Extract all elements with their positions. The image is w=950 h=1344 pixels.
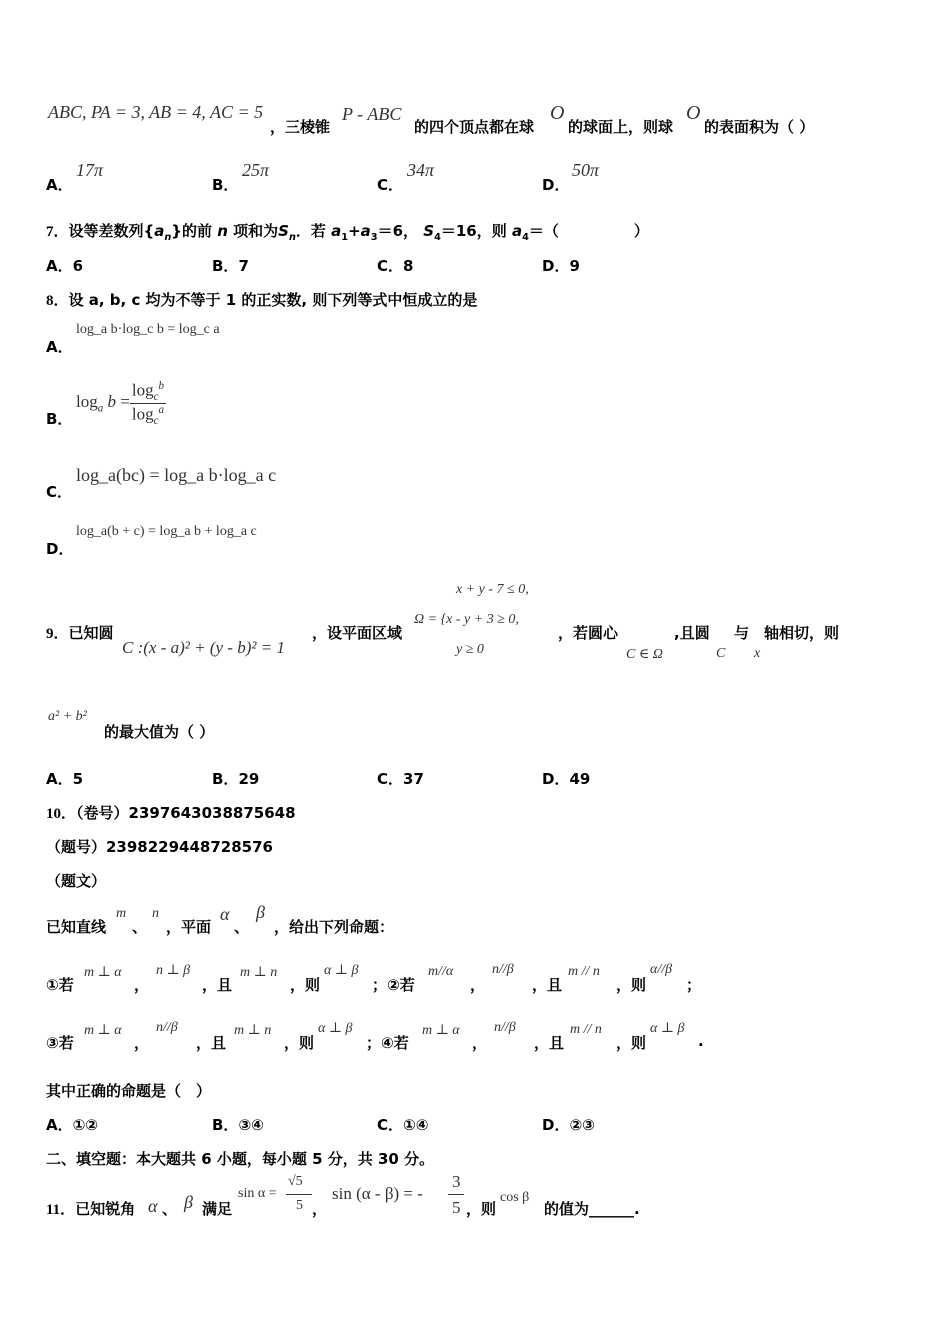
- q7-option-a-label: A．: [46, 257, 73, 275]
- q9-circle: C :(x - a)² + (y - b)² = 1: [122, 638, 285, 657]
- q9-text-6: 轴相切，则: [764, 624, 840, 642]
- q7-option-d[interactable]: [542, 255, 580, 276]
- q10-intro-a: 已知直线: [46, 918, 107, 936]
- q9-option-d[interactable]: [542, 768, 590, 789]
- q7-option-c-label: C．: [377, 257, 404, 275]
- q10-option-a-label: A．: [46, 1116, 73, 1134]
- q10-sep-2: 、: [234, 918, 250, 936]
- q11-text-1: [46, 1198, 135, 1219]
- q10-number: 10．: [46, 806, 77, 822]
- q11-sin-diff: sin (α - β) = -: [332, 1184, 423, 1203]
- q8-option-b-label: B．: [46, 410, 73, 428]
- q8-stem: [46, 289, 477, 310]
- q10-p1: ①若: [46, 976, 74, 994]
- q7-a1: a: [331, 222, 342, 240]
- q7-options: [46, 255, 846, 277]
- q6-option-c-label: C．: [377, 176, 404, 194]
- q10-r1-e3: m ⊥ n: [240, 965, 278, 980]
- q8-option-d-label: D．: [46, 540, 74, 558]
- q9-ask: [48, 705, 448, 741]
- q9-option-c-label: C．: [377, 770, 404, 788]
- q10-r2-then-2: ，则: [616, 1034, 647, 1052]
- q10-intro-c: ，给出下列命题：: [274, 918, 395, 936]
- q10-r1-semi: ；: [686, 976, 702, 994]
- q7-stem: [46, 220, 649, 243]
- q8-option-c-label: C．: [46, 483, 73, 501]
- q11-line: [46, 1172, 906, 1222]
- q9-option-b[interactable]: [212, 768, 259, 789]
- q7-text-g: ＝（ ）: [528, 222, 649, 240]
- q10-intro-b: ，平面: [166, 918, 212, 936]
- q10-r1-e4: α ⊥ β: [324, 963, 359, 978]
- q9-option-a[interactable]: [46, 768, 83, 789]
- q10-r2-e1: m ⊥ α: [84, 1023, 122, 1038]
- q7-n: n: [217, 222, 228, 240]
- q11-text-4: 的值为______.: [544, 1200, 640, 1218]
- q7-option-b-value: 7: [238, 257, 249, 275]
- q6-premise: ABC, PA = 3, AB = 4, AC = 5: [48, 102, 264, 122]
- q9-option-a-label: A．: [46, 770, 73, 788]
- q6-option-a-label: A．: [46, 176, 73, 194]
- q10-r1-e5: m//α: [428, 964, 454, 979]
- q10-sep-1: 、: [132, 918, 148, 936]
- q11-sqrt5: √5: [288, 1174, 303, 1189]
- q6-option-d-value: 50π: [572, 160, 600, 180]
- q8-option-b-formula: $\log_a b$ = $\frac{\log_c^b}{\log_c^a}$: [76, 380, 165, 428]
- q7-text-f: ＝16，则: [440, 222, 507, 240]
- q7-a4: a: [511, 222, 523, 240]
- q8-option-b[interactable]: [46, 380, 346, 440]
- q10-option-a[interactable]: [46, 1114, 98, 1135]
- q10-r1-and-2: ，且: [532, 976, 563, 994]
- q11-comma: ，: [312, 1200, 328, 1218]
- q9-region-row1: x + y - 7 ≤ 0,: [456, 582, 529, 597]
- q6-text-3: 的球面上，则球: [568, 118, 674, 136]
- q11-three: 3: [452, 1172, 461, 1191]
- q8-text: 设 a, b, c 均为不等于 1 的正实数, 则下列等式中恒成立的是: [68, 291, 478, 309]
- q7-option-d-value: 9: [569, 257, 580, 275]
- q9-option-c-value: 37: [403, 770, 424, 788]
- q11-cos-b: cos β: [500, 1190, 530, 1205]
- q7-text-c: 项和为: [233, 222, 279, 240]
- q9-option-b-label: B．: [212, 770, 239, 788]
- q7-plus: +: [348, 222, 361, 240]
- q7-a3: a: [360, 222, 371, 240]
- q6-sphere: O: [550, 102, 565, 124]
- q10-r2-e4: α ⊥ β: [318, 1021, 353, 1036]
- q7-option-c-value: 8: [403, 257, 414, 275]
- q11-frac-bar-2: [448, 1194, 464, 1195]
- q8-option-d[interactable]: [46, 522, 346, 562]
- q6-option-a-value: 17π: [76, 160, 104, 180]
- q7-text-e: ＝6，: [377, 222, 419, 240]
- q10-r2-comma: ，: [134, 1034, 150, 1052]
- q10-r2-e5: m ⊥ α: [422, 1023, 460, 1038]
- q7-option-a-value: 6: [72, 257, 84, 275]
- q10-options: [46, 1114, 846, 1136]
- q8-option-d-formula: log_a(b + c) = log_a b + log_a c: [76, 524, 257, 539]
- q10-m: m: [116, 906, 127, 921]
- q9-text-1-body: 已知圆: [68, 624, 114, 642]
- q10-option-a-value: ①②: [72, 1116, 99, 1134]
- q9-region-row2: Ω = {x - y + 3 ≥ 0,: [414, 612, 519, 627]
- q9-text-5: 与: [734, 624, 750, 642]
- q9-option-c[interactable]: [377, 768, 424, 789]
- q10-beta: β: [256, 902, 265, 922]
- q7-option-b[interactable]: [212, 255, 249, 276]
- q6-option-d-label: D．: [542, 176, 570, 194]
- q9-circle-c: C: [716, 646, 726, 661]
- q6-pyramid: P - ABC: [342, 104, 402, 124]
- q8-number: 8．: [46, 293, 69, 309]
- q11-sin-a: sin α =: [238, 1186, 277, 1201]
- q11-five-2: 5: [452, 1198, 461, 1217]
- q8-option-a-label: A．: [46, 338, 73, 356]
- q9-block: [46, 580, 906, 680]
- q10-r2-e2: n//β: [156, 1020, 178, 1035]
- q10-option-d[interactable]: [542, 1114, 595, 1135]
- q6-sphere-2: O: [686, 102, 701, 124]
- q11-alpha: α: [148, 1196, 158, 1216]
- section-heading: 二、填空题：本大题共 6 小题，每小题 5 分，共 30 分。: [46, 1150, 435, 1168]
- q7-text-a: 设等差数列{: [68, 222, 155, 240]
- q10-r2-then: ，则: [284, 1034, 315, 1052]
- q11-text-3: ，则: [466, 1200, 497, 1218]
- q10-r1-e7: m // n: [568, 964, 600, 979]
- q10-option-b-value: ③④: [238, 1116, 264, 1134]
- q9-text-1: [46, 622, 114, 643]
- q7-S4: S: [423, 222, 435, 240]
- q7-text-d: ．若: [295, 222, 326, 240]
- q10-option-c-value: ①④: [403, 1116, 429, 1134]
- q8-option-c-formula: log_a(bc) = log_a b·log_a c: [76, 465, 277, 485]
- q10-r1-comma: ，: [134, 976, 150, 994]
- q8-option-c[interactable]: [46, 465, 346, 505]
- q10-option-d-label: D．: [542, 1116, 570, 1134]
- q6-text-2: 的四个顶点都在球: [414, 118, 535, 136]
- q10-r2-comma-2: ，: [472, 1034, 488, 1052]
- q7-option-b-label: B．: [212, 257, 239, 275]
- q11-number: 11．: [46, 1202, 76, 1218]
- q10-option-c[interactable]: [377, 1114, 428, 1135]
- q8-option-a-formula: log_a b·log_c b = log_c a: [76, 322, 220, 337]
- q9-options: [46, 768, 846, 790]
- q10-option-d-value: ②③: [569, 1116, 595, 1134]
- q10-r2-e7: m // n: [570, 1022, 602, 1037]
- q9-text-7: 的最大值为（ ）: [104, 723, 215, 741]
- q10-n: n: [152, 906, 159, 921]
- q7-S4-sub: 4: [434, 232, 441, 243]
- q6-options: [46, 158, 846, 194]
- q9-axis-x: x: [754, 646, 761, 661]
- q9-number: 9．: [46, 626, 69, 642]
- q10-option-b[interactable]: [212, 1114, 264, 1135]
- q10-r1-e6: n//β: [492, 962, 514, 977]
- q7-option-c[interactable]: [377, 255, 413, 276]
- q10-r1-and: ，且: [202, 976, 233, 994]
- q10-r2-period: .: [698, 1032, 704, 1050]
- q10-r1-e8: α//β: [650, 962, 673, 977]
- q11-frac-bar: [286, 1194, 312, 1195]
- q10-r1-then-2: ，则: [616, 976, 647, 994]
- q7-text-b: }的前: [171, 222, 212, 240]
- q10-r2-e6: n//β: [494, 1020, 516, 1035]
- q7-number: 7．: [46, 224, 69, 240]
- q11-sep: 、: [162, 1200, 178, 1218]
- q10-p3: ③若: [46, 1034, 74, 1052]
- q7-a3-sub: 3: [370, 232, 378, 243]
- q10-juan-text: （卷号）2397643038875648: [76, 804, 296, 822]
- q9-text-4: ,且圆: [674, 624, 710, 642]
- q10-r2-e3: m ⊥ n: [234, 1023, 272, 1038]
- q10-r2-and: ，且: [196, 1034, 227, 1052]
- q9-option-b-value: 29: [238, 770, 260, 788]
- q10-r1-e2: n ⊥ β: [156, 963, 191, 978]
- q7-a: a: [154, 222, 165, 240]
- q10-r2-e8: α ⊥ β: [650, 1021, 685, 1036]
- q9-option-a-value: 5: [72, 770, 84, 788]
- q10-intro: [46, 900, 546, 940]
- q11-beta: β: [184, 1192, 193, 1212]
- q9-option-d-label: D．: [542, 770, 570, 788]
- q10-juan: [46, 802, 296, 823]
- q7-a4-sub: 4: [522, 232, 529, 243]
- q6-option-c-value: 34π: [407, 160, 435, 180]
- q9-option-d-value: 49: [569, 770, 591, 788]
- q7-S: S: [278, 222, 289, 240]
- q8-option-a[interactable]: [46, 320, 346, 360]
- q10-p2: ；②若: [372, 976, 415, 994]
- q6-text-4: 的表面积为（ ）: [704, 118, 815, 136]
- q10-r2-and-2: ，且: [534, 1034, 565, 1052]
- q10-p4: ；④若: [366, 1034, 409, 1052]
- q11-text-2: 满足: [202, 1200, 233, 1218]
- q10-question: 其中正确的命题是（ ）: [46, 1082, 212, 1100]
- q10-r1-e1: m ⊥ α: [84, 965, 122, 980]
- q10-option-c-label: C．: [377, 1116, 404, 1134]
- q10-option-b-label: B．: [212, 1116, 239, 1134]
- q10-ti: （题号）2398229448728576: [46, 838, 273, 856]
- q6-option-b-label: B．: [212, 176, 239, 194]
- q9-text-2: ，设平面区域: [312, 624, 403, 642]
- q10-row1: [46, 958, 906, 998]
- q10-r1-then: ，则: [290, 976, 321, 994]
- q7-option-d-label: D．: [542, 257, 570, 275]
- q10-alpha: α: [220, 904, 230, 924]
- q6-option-b-value: 25π: [242, 160, 270, 180]
- q7-option-a[interactable]: [46, 255, 83, 276]
- q7-a1-sub: 1: [341, 232, 349, 243]
- q9-cond: C ∈ Ω: [626, 647, 663, 662]
- q9-text-3: ，若圆心: [558, 624, 619, 642]
- q10-row2: [46, 1016, 906, 1056]
- q7-a-sub: n: [164, 232, 172, 243]
- q9-expr: a² + b²: [48, 709, 87, 724]
- q6-text-1: ，三棱锥: [270, 118, 331, 136]
- q7-S-sub: n: [288, 232, 296, 243]
- q10-tiwen: （题文）: [46, 872, 107, 890]
- q9-region-row3: y ≥ 0: [456, 642, 484, 657]
- q11-five: 5: [296, 1198, 303, 1213]
- q10-r1-comma-2: ，: [470, 976, 486, 994]
- q11-text-1-body: 已知锐角: [75, 1200, 136, 1218]
